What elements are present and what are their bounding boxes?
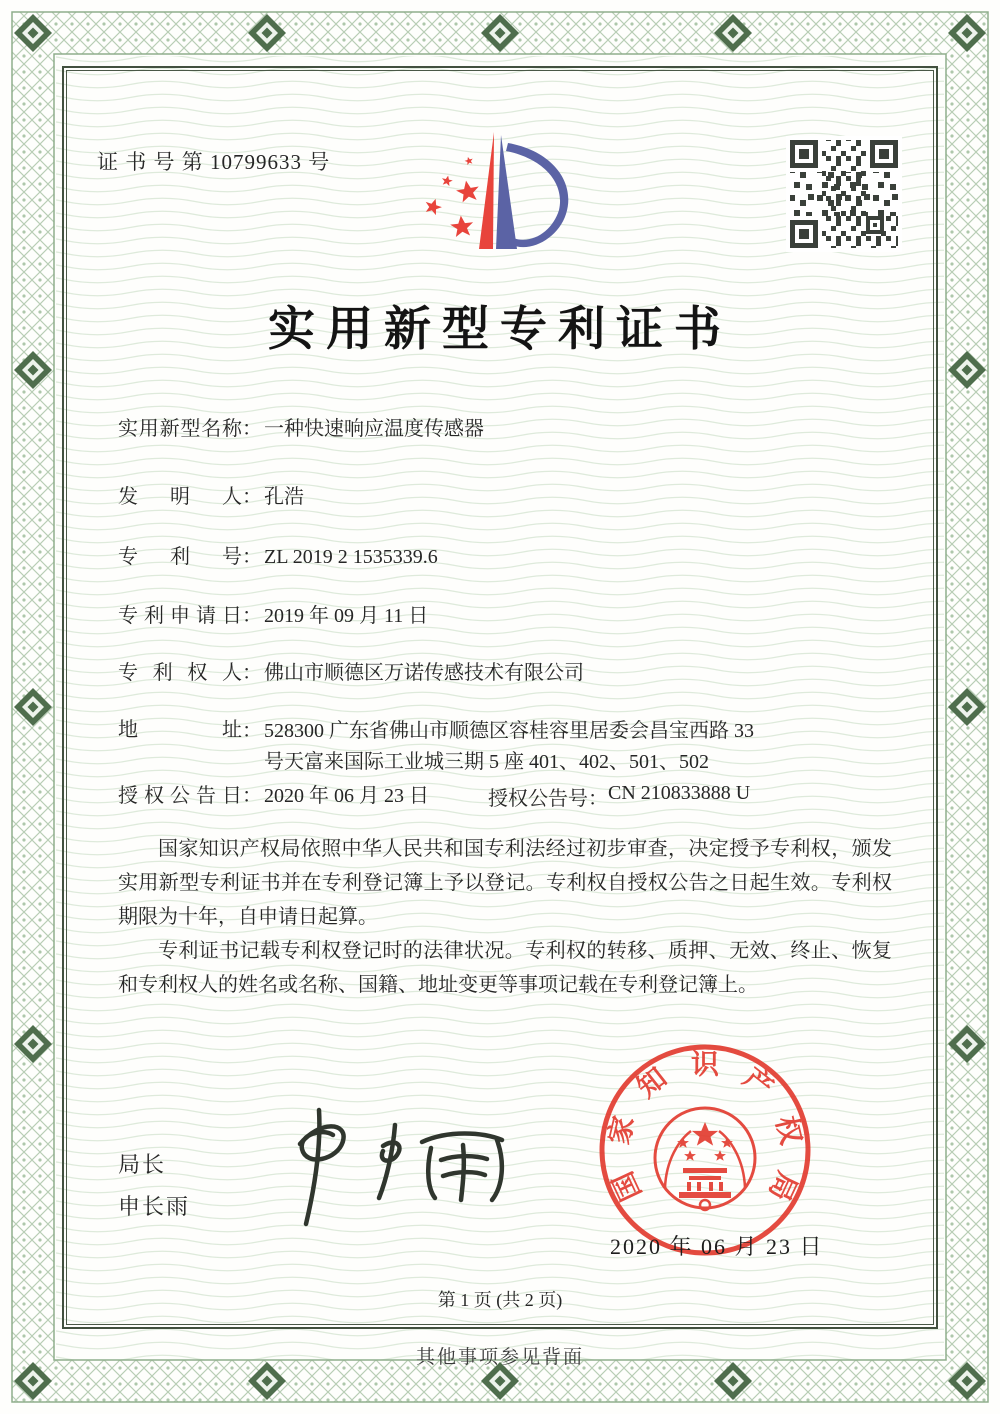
colon: ：: [242, 486, 262, 508]
colon: ：: [242, 720, 262, 742]
director-title: 局长: [118, 1152, 167, 1177]
svg-text:国: 国: [607, 1166, 648, 1206]
field-value: 佛山市顺德区万诺传感技术有限公司: [264, 662, 584, 684]
paragraph-grant-statement: 国家知识产权局依照中华人民共和国专利法经过初步审查，决定授予专利权，颁发实用新型专利证书并在专利登记簿上予以登记。专利权自授权公告之日起生效。专利权期限为十年，自申请日起算。: [118, 838, 892, 928]
field-value: 孔浩: [264, 486, 304, 508]
field-value: ZL 2019 2 1535339.6: [264, 546, 438, 568]
field-value: 2020 年 06 月 23 日: [264, 785, 429, 807]
field-value: [264, 716, 754, 778]
field-utility-model-name: [118, 415, 484, 443]
field-label: 专利号: [118, 546, 242, 568]
field-label: 授权公告号: [488, 788, 588, 810]
address-line-2: 号天富来国际工业城三期 5 座 401、402、501、502: [264, 751, 709, 773]
svg-text:产: 产: [737, 1062, 779, 1105]
colon: ：: [588, 788, 608, 810]
cnipa-patent-logo-icon: [413, 121, 588, 261]
field-value: 一种快速响应温度传感器: [264, 418, 484, 440]
field-filing-date: [118, 602, 428, 630]
field-label: 实用新型名称: [118, 418, 242, 440]
field-label: 发明人: [118, 486, 242, 508]
svg-text:知: 知: [631, 1062, 673, 1105]
director-name: 申长雨: [118, 1194, 191, 1219]
svg-text:局: 局: [762, 1166, 803, 1206]
colon: ：: [242, 418, 262, 440]
address-line-1: 528300 广东省佛山市顺德区容桂容里居委会昌宝西路 33: [264, 720, 754, 742]
field-inventor: [118, 483, 304, 511]
colon: ：: [242, 662, 262, 684]
field-grant-number: [488, 782, 750, 811]
field-value: CN 210833888 U: [608, 782, 751, 804]
field-value: 2019 年 09 月 11 日: [264, 605, 429, 627]
svg-text:识: 识: [690, 1049, 720, 1081]
national-emblem: [655, 1108, 755, 1210]
back-side-note: 其他事项参见背面: [415, 1347, 584, 1368]
field-patentee: [118, 659, 584, 687]
field-address: [118, 716, 754, 778]
paragraph-register-statement: 专利证书记载专利权登记时的法律状况。专利权的转移、质押、无效、终止、恢复和专利权人的姓名或名称、国籍、地址变更等事项记载在专利登记簿上。: [118, 940, 892, 996]
colon: ：: [242, 785, 262, 807]
director-signature-icon: [262, 1100, 512, 1235]
legal-text: [118, 832, 892, 1002]
field-patent-number: [118, 543, 438, 571]
qr-code-icon: [786, 136, 902, 252]
field-label: 地址: [118, 719, 242, 741]
field-label: 专利权人: [118, 662, 242, 684]
certificate-number: 证 书 号 第 10799633 号: [97, 150, 331, 174]
colon: ：: [242, 546, 262, 568]
certificate-title: 实用新型专利证书: [268, 304, 732, 356]
svg-text:家: 家: [603, 1113, 641, 1148]
svg-text:权: 权: [769, 1113, 807, 1148]
field-label: 专利申请日: [118, 605, 242, 627]
colon: ：: [242, 605, 262, 627]
field-label: 授权公告日: [118, 785, 242, 807]
page-indicator: 第 1 页 (共 2 页): [437, 1290, 563, 1310]
seal-date: 2020 年 06 月 23 日: [610, 1234, 824, 1259]
field-grant-date: [118, 782, 429, 810]
cnipa-round-seal-icon: [595, 1040, 815, 1260]
